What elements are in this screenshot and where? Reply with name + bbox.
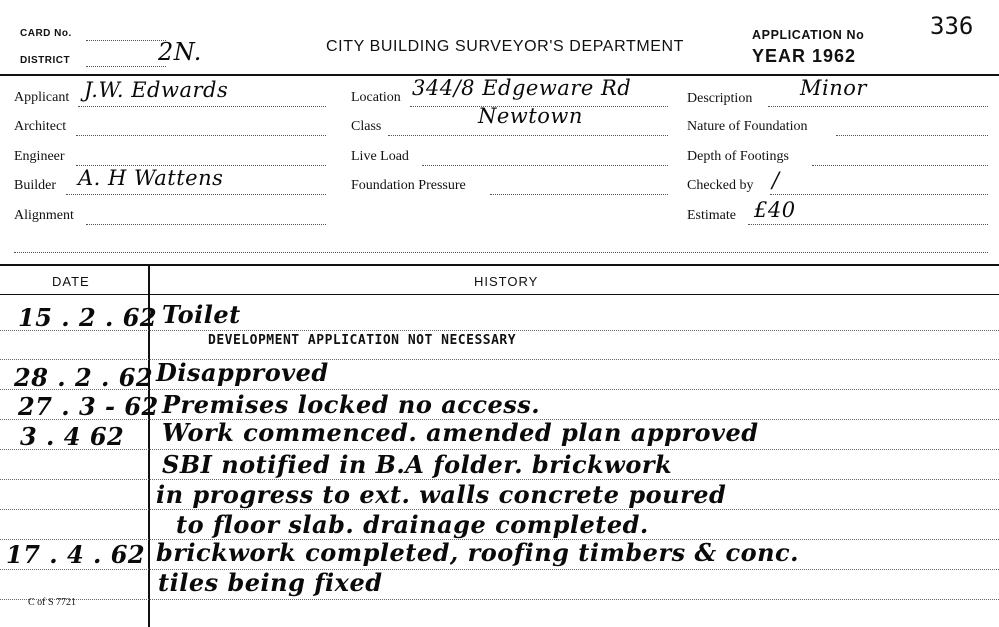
nature-of-foundation-line — [836, 135, 988, 136]
fields-bottom-line — [14, 252, 988, 253]
history-text: Premises locked no access. — [162, 390, 541, 419]
checked-by-line — [770, 194, 988, 195]
rule-line — [0, 599, 999, 600]
class-line — [388, 135, 668, 136]
department-title: CITY BUILDING SURVEYOR'S DEPARTMENT — [326, 38, 685, 55]
development-stamp: DEVELOPMENT APPLICATION NOT NECESSARY — [208, 333, 517, 348]
history-date: 3 . 4 62 — [20, 422, 125, 451]
application-no-label: APPLICATION No — [752, 28, 865, 42]
rule-line — [0, 359, 999, 360]
history-text: tiles being fixed — [158, 568, 383, 597]
checked-by-label: Checked by — [687, 178, 754, 193]
class-label: Class — [351, 119, 382, 134]
estimate-line — [748, 224, 988, 225]
depth-of-footings-line — [812, 165, 988, 166]
applicant-label: Applicant — [14, 90, 70, 105]
history-text: Toilet — [162, 300, 241, 329]
description-label: Description — [687, 91, 753, 106]
district-label: DISTRICT — [20, 55, 71, 66]
form-code: C of S 7721 — [28, 597, 77, 608]
applicant-value: J.W. Edwards — [84, 78, 229, 102]
alignment-label: Alignment — [14, 208, 74, 223]
year-label: YEAR 1962 — [752, 46, 857, 66]
district-value: 2N. — [158, 38, 202, 66]
location-value-2: Newtown — [478, 104, 583, 128]
history-date: 15 . 2 . 62 — [18, 303, 158, 332]
date-header: DATE — [52, 274, 90, 289]
card-no-label: CARD No. — [20, 28, 72, 39]
description-value: Minor — [800, 76, 867, 100]
applicant-line — [78, 106, 326, 107]
architect-line — [76, 135, 326, 136]
builder-label: Builder — [14, 178, 56, 193]
history-text: Disapproved — [156, 358, 329, 387]
application-no-value: 336 — [930, 12, 974, 40]
alignment-line — [86, 224, 326, 225]
rule-line — [0, 569, 999, 570]
depth-of-footings-label: Depth of Footings — [687, 149, 789, 164]
estimate-label: Estimate — [687, 208, 736, 223]
location-value: 344/8 Edgeware Rd — [412, 76, 632, 100]
history-header: HISTORY — [474, 274, 539, 289]
builder-line — [66, 194, 326, 195]
history-date: 28 . 2 . 62 — [14, 363, 154, 392]
history-text: brickwork completed, roofing timbers & conc. — [156, 538, 800, 567]
history-text: SBI notified in B.A folder. brickwork — [162, 450, 673, 479]
foundation-pressure-label: Foundation Pressure — [351, 178, 466, 193]
history-text: Work commenced. amended plan approved — [162, 418, 759, 447]
history-date: 17 . 4 . 62 — [6, 540, 146, 569]
live-load-line — [422, 165, 668, 166]
nature-of-foundation-label: Nature of Foundation — [687, 119, 808, 134]
checked-by-value: / — [772, 168, 780, 192]
live-load-label: Live Load — [351, 149, 409, 164]
architect-label: Architect — [14, 119, 67, 134]
engineer-label: Engineer — [14, 149, 65, 164]
district-line — [86, 66, 166, 67]
card-no-line — [86, 40, 166, 41]
history-text: in progress to ext. walls concrete poured — [156, 480, 727, 509]
description-line — [768, 106, 988, 107]
history-text: to floor slab. drainage completed. — [176, 510, 649, 539]
builder-value: A. H Wattens — [78, 166, 224, 190]
location-label: Location — [351, 90, 401, 105]
foundation-pressure-line — [490, 194, 668, 195]
history-date: 27 . 3 - 62 — [18, 392, 159, 421]
estimate-value: £40 — [754, 198, 796, 222]
